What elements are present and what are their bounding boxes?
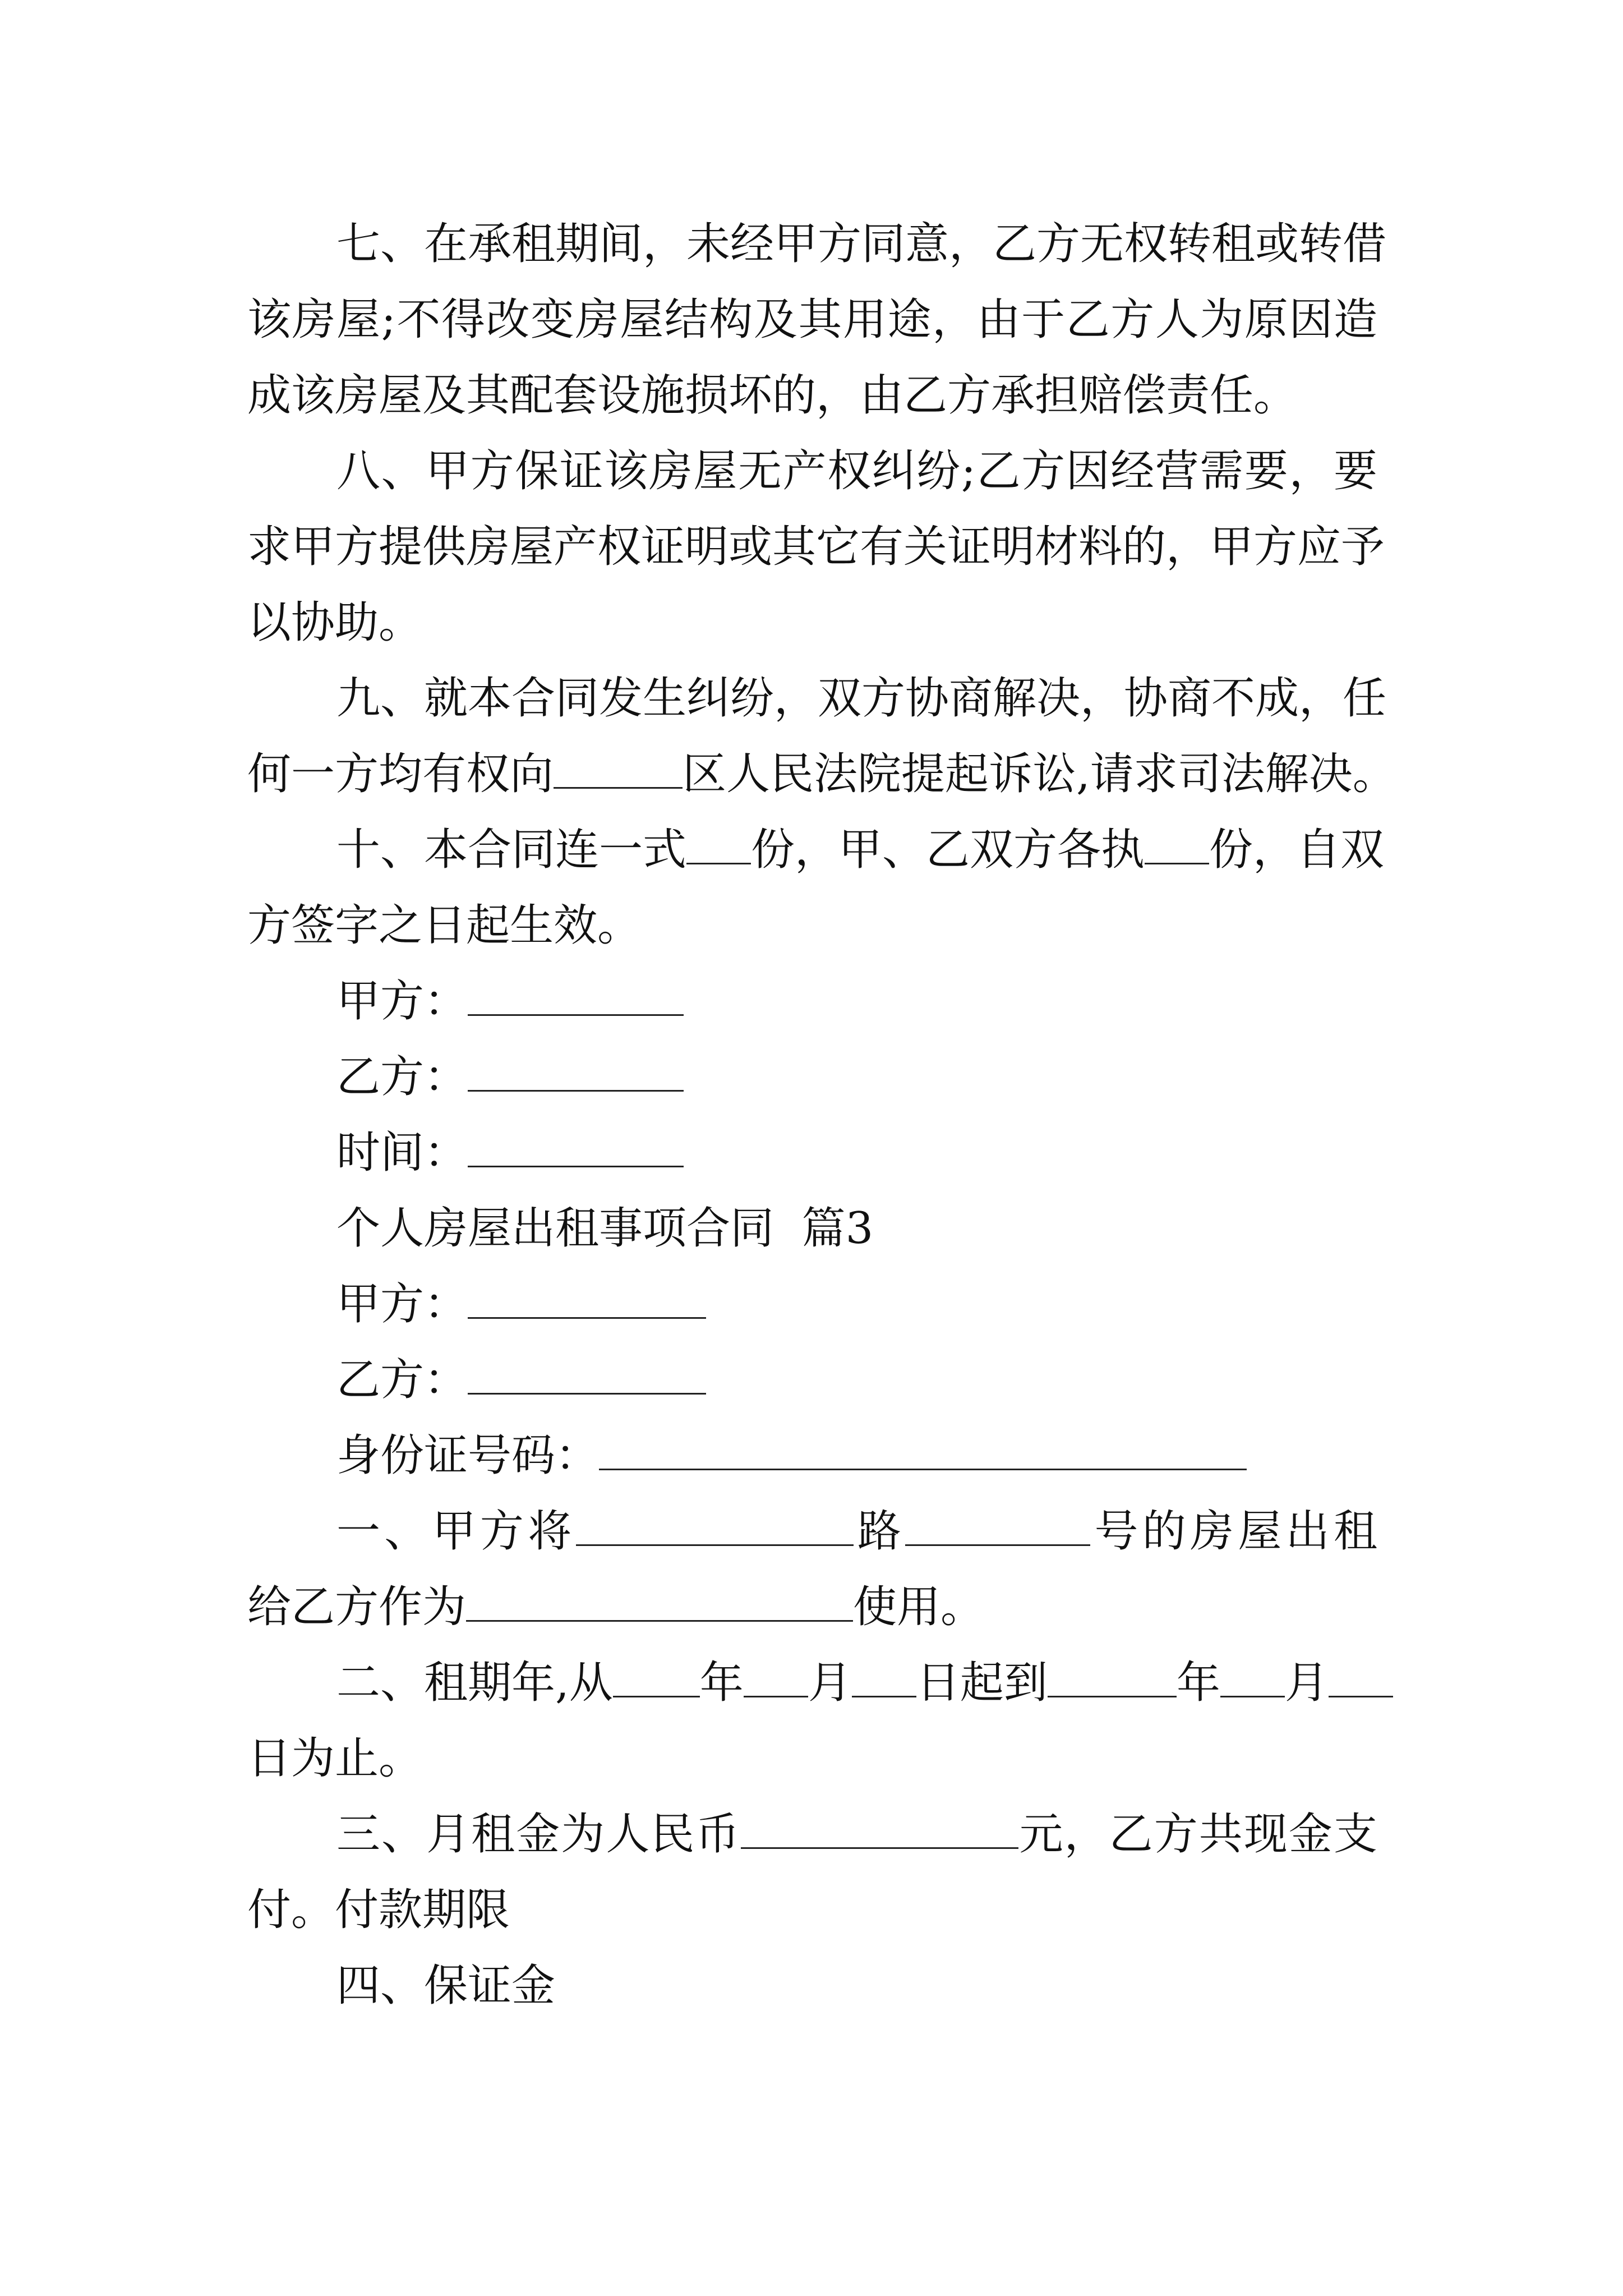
clause-4-line-1: 四、保证金 <box>336 1961 556 2011</box>
party-a-blank <box>468 981 684 1016</box>
clause-2-text-c: 月 <box>808 1658 852 1708</box>
copies-each-blank <box>1145 829 1209 864</box>
party-b-label: 乙方： <box>336 1052 468 1102</box>
clause-8-line-2: 求甲方提供房屋产权证明或其它有关证明材料的，甲方应予 <box>247 522 1385 572</box>
clause-10-text-c: 份，自双 <box>1209 825 1385 875</box>
clause-10-line-1 <box>336 812 1385 888</box>
section3-party-a <box>336 1266 1377 1342</box>
usage-blank <box>466 1586 853 1622</box>
clause-9-text-b: 区人民法院提起诉讼,请求司法解决。 <box>683 749 1396 799</box>
clause-2-text-d: 日起到 <box>916 1658 1048 1708</box>
party-b-blank <box>468 1056 684 1092</box>
end-year-blank <box>1048 1662 1177 1697</box>
end-day-blank <box>1329 1662 1393 1697</box>
clause-1-text-e: 使用。 <box>853 1582 985 1632</box>
signature-time <box>336 1115 1377 1191</box>
court-district-blank <box>554 753 683 789</box>
section-title: 个人房屋出租事项合同 篇3 <box>336 1203 874 1254</box>
start-year-blank <box>613 1662 700 1697</box>
clause-1-text-c: 号的房屋出租 <box>1090 1506 1377 1557</box>
time-label: 时间： <box>336 1128 468 1178</box>
clause-2-line-2: 日为止。 <box>247 1733 423 1784</box>
start-month-blank <box>744 1662 808 1697</box>
signature-party-b <box>336 1039 1377 1115</box>
end-month-blank <box>1220 1662 1285 1697</box>
clause-1-text-d: 给乙方作为 <box>247 1582 467 1632</box>
clause-10-text-a: 十、本合同连一式 <box>336 825 687 875</box>
start-day-blank <box>852 1662 916 1697</box>
id-number-label: 身份证号码： <box>336 1430 600 1481</box>
clause-2-text-e: 年 <box>1176 1658 1220 1708</box>
clause-10-line-2: 方签字之日起生效。 <box>247 900 642 951</box>
party-a-label: 甲方： <box>336 976 468 1027</box>
rent-amount-blank <box>741 1814 1018 1849</box>
clause-2-text-b: 年 <box>699 1658 744 1708</box>
id-number-row <box>336 1418 1377 1494</box>
clause-1-text-a: 一、甲方将 <box>336 1506 576 1557</box>
section3-party-a-label: 甲方： <box>336 1279 468 1329</box>
road-blank <box>576 1511 854 1546</box>
clause-3-line-1 <box>336 1796 1377 1872</box>
clause-1-line-1 <box>336 1493 1377 1570</box>
clause-7-line-2: 该房屋;不得改变房屋结构及其用途，由于乙方人为原因造 <box>247 295 1377 345</box>
section3-party-a-blank <box>468 1283 706 1319</box>
section3-party-b-blank <box>468 1359 706 1395</box>
clause-3-text-b: 元，乙方共现金支 <box>1018 1809 1377 1860</box>
clause-7-line-3: 成该房屋及其配套设施损坏的，由乙方承担赔偿责任。 <box>247 370 1298 421</box>
clause-1-line-2 <box>247 1569 1377 1645</box>
clause-9-text-a: 何一方均有权向 <box>247 749 554 799</box>
clause-9-line-1: 九、就本合同发生纠纷，双方协商解决，协商不成，任 <box>336 673 1387 724</box>
number-blank <box>905 1511 1090 1546</box>
clause-9-line-2 <box>247 736 1396 812</box>
clause-8-line-3: 以协助。 <box>247 597 423 648</box>
clause-8-line-1: 八、甲方保证该房屋无产权纠纷;乙方因经营需要，要 <box>336 446 1377 496</box>
copies-total-blank <box>686 829 751 864</box>
clause-2-text-a: 二、租期年,从 <box>336 1658 613 1708</box>
time-blank <box>468 1132 684 1167</box>
clause-10-text-b: 份，甲、乙双方各执 <box>751 825 1145 875</box>
clause-1-text-b: 路 <box>853 1506 906 1557</box>
section3-party-b-label: 乙方： <box>336 1355 468 1405</box>
signature-party-a <box>336 963 1377 1039</box>
clause-2-line-1 <box>336 1645 1377 1721</box>
section3-party-b <box>336 1342 1377 1418</box>
clause-3-line-2: 付。付款期限 <box>247 1885 510 1935</box>
clause-3-text-a: 三、月租金为人民币 <box>336 1809 741 1860</box>
id-number-blank <box>599 1435 1247 1470</box>
clause-7-line-1: 七、在承租期间，未经甲方同意，乙方无权转租或转借 <box>336 219 1387 269</box>
clause-2-text-f: 月 <box>1284 1658 1329 1708</box>
